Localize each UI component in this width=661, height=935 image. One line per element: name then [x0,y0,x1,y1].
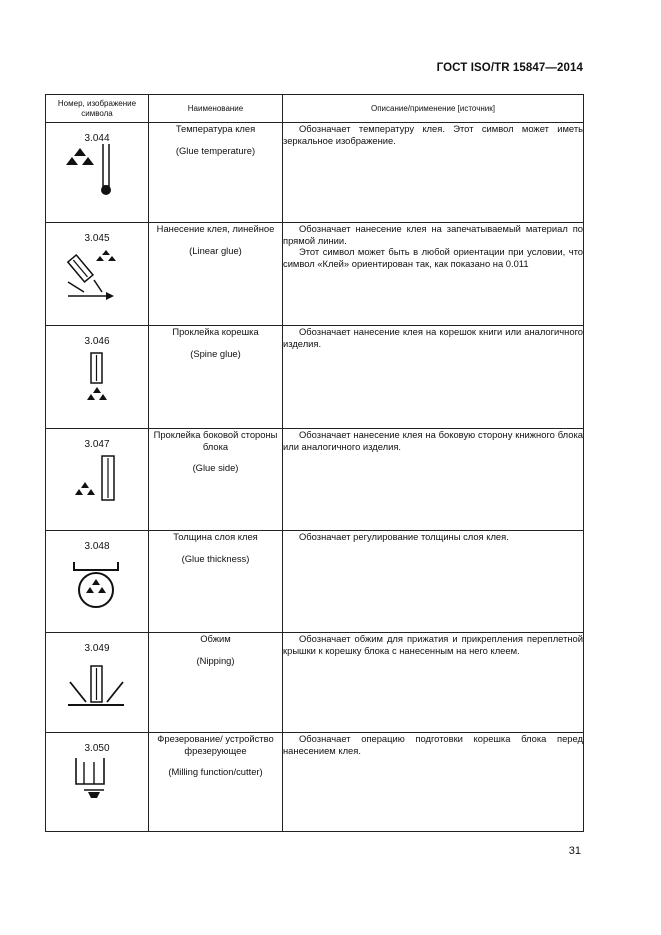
number-cell [46,326,149,429]
table-row [46,326,584,429]
symbol-number: 3.048 [84,541,110,552]
description-cell [283,633,584,733]
nipping-icon [62,654,132,716]
name-cell [149,429,283,531]
number-cell [46,223,149,326]
name-cell [149,531,283,633]
description-cell [283,326,584,429]
description-text: Обозначает нанесение клея на запечатываемый материал по прямой линии. [283,223,583,246]
table-row [46,733,584,832]
symbol-name: Толщина слоя клея [173,531,258,542]
table-row [46,633,584,733]
column-header-name: Наименование [149,95,283,123]
symbol-number: 3.047 [84,439,110,450]
name-cell [149,633,283,733]
column-header-description: Описание/применение [источник] [283,95,584,123]
symbols-table [45,94,584,832]
table-row [46,531,584,633]
milling-cutter-icon [62,754,132,814]
symbol-name-en: (Spine glue) [190,347,241,359]
symbol-name-en: (Glue thickness) [181,552,250,564]
symbol-number: 3.046 [84,336,110,347]
description-text: Обозначает регулирование толщины слоя клея. [299,531,509,542]
document-code: ГОСТ ISO/TR 15847—2014 [436,62,583,74]
number-cell [46,633,149,733]
symbol-number: 3.049 [84,643,110,654]
glue-thickness-icon [62,552,132,616]
symbol-name-en: (Linear glue) [189,244,242,256]
name-cell [149,123,283,223]
description-text: Обозначает обжим для прижатия и прикрепления переплетной крышки к корешку блока с нанесенным на него клеем. [283,633,583,656]
symbol-name: Проклейка корешка [172,326,259,337]
table-row [46,429,584,531]
number-cell [46,123,149,223]
name-cell [149,733,283,832]
symbol-name: Температура клея [175,123,256,134]
name-cell [149,223,283,326]
glue-temperature-icon [62,144,132,208]
description-cell [283,531,584,633]
table-header-row [46,95,584,123]
description-text: Обозначает операцию подготовки корешка блока перед нанесением клея. [283,733,583,756]
number-cell [46,733,149,832]
description-text: Обозначает нанесение клея на боковую сторону книжного блока или аналогичного изделия. [283,429,583,452]
description-cell [283,429,584,531]
symbol-number: 3.044 [84,133,110,144]
number-cell [46,531,149,633]
description-text: Этот символ может быть в любой ориентации при условии, что символ «Клей» ориентирован так, как показано на 0.011 [283,246,583,269]
table-row [46,223,584,326]
number-cell [46,429,149,531]
symbol-name: Нанесение клея, линейное [156,223,275,234]
description-cell [283,123,584,223]
column-header-number: Номер, изображение символа [46,95,149,123]
description-text: Обозначает температуру клея. Этот символ может иметь зеркальное изображение. [283,123,583,146]
symbol-number: 3.045 [84,233,110,244]
linear-glue-icon [62,244,132,304]
page-number: 31 [568,845,581,857]
name-cell [149,326,283,429]
symbol-name-en: (Glue temperature) [175,144,256,156]
symbol-name: Проклейка боковой стороны блока [153,429,278,452]
spine-glue-icon [62,347,132,413]
glue-side-icon [62,450,132,510]
description-text: Обозначает нанесение клея на корешок книги или аналогичного изделия. [283,326,583,349]
symbol-name-en: (Milling function/cutter) [168,766,263,777]
table-row [46,123,584,223]
symbol-name: Обжим [200,633,231,644]
symbol-number: 3.050 [84,743,110,754]
symbol-name: Фрезерование/ устройство фрезерующее [157,733,274,756]
description-cell [283,733,584,832]
symbol-name-en: (Glue side) [192,462,239,473]
symbol-name-en: (Nipping) [196,654,235,666]
description-cell [283,223,584,326]
